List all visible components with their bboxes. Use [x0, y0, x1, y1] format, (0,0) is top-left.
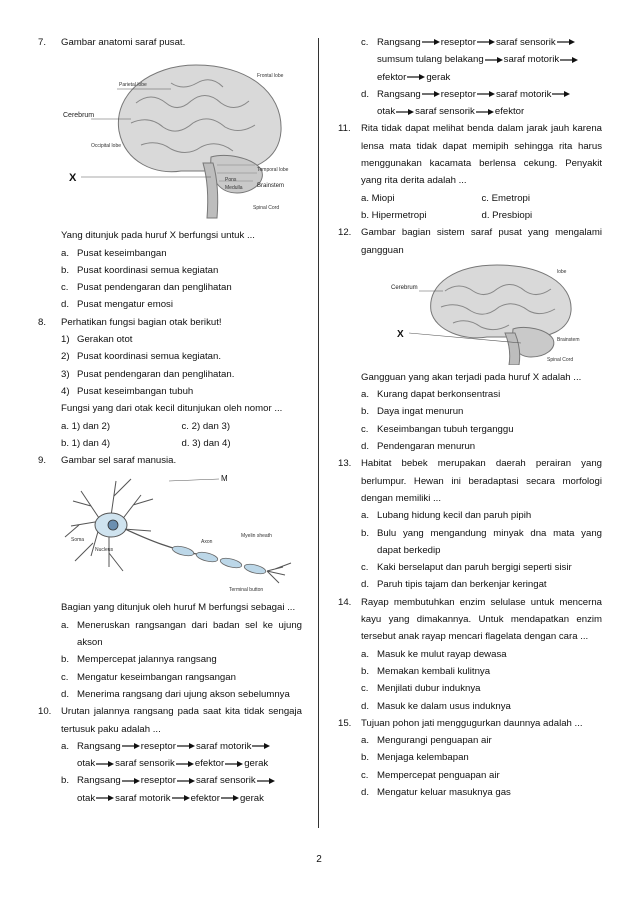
label-nucleus: Nucleus	[95, 547, 114, 554]
arrow-icon	[257, 777, 275, 785]
arrow-icon	[422, 90, 440, 98]
question-7	[38, 34, 302, 314]
question-10-continued: c. Rangsang reseptor saraf sensorik sumsum tulang belakang saraf motorik efektor gerak d. Rangsang reseptor saraf motorik otak saraf sensorik efektor	[338, 34, 602, 120]
label-frontal: Frontal lobe	[257, 73, 284, 80]
option-text: Memakan kembali kulitnya	[377, 665, 491, 677]
option-text: Pusat keseimbangan	[77, 247, 167, 259]
item-text: Pusat koordinasi semua kegiatan.	[77, 351, 221, 363]
label-spinal-cord: Spinal Cord	[253, 205, 280, 212]
label-brainstem: Brainstem	[257, 183, 285, 190]
question-14	[338, 594, 602, 715]
question-9	[38, 452, 302, 703]
option-text: Masuk ke dalam usus induknya	[377, 700, 511, 712]
label-x: X	[397, 328, 404, 340]
option-text: Pusat koordinasi semua kegiatan	[77, 264, 219, 276]
option-letter: c.	[361, 423, 369, 435]
arrow-icon	[122, 777, 140, 785]
option-letter: b.	[61, 654, 70, 666]
arrow-icon	[177, 777, 195, 785]
option-letter: d.	[361, 579, 370, 591]
question-text: Gambar bagian sistem saraf pusat yang mengalami gangguan	[361, 227, 602, 256]
arrow-icon	[407, 73, 425, 81]
option-text: Pendengaran menurun	[377, 441, 476, 453]
label-cerebrum: Cerebrum	[63, 112, 95, 120]
label-axon: Axon	[201, 539, 213, 546]
question-number: 10.	[38, 706, 52, 718]
neuron-figure	[61, 471, 302, 595]
option-text: Pusat pendengaran dan penglihatan	[77, 282, 232, 294]
option-letter: a.	[361, 735, 370, 747]
item-number: 3)	[61, 368, 70, 380]
question-text: Rita tidak dapat melihat benda dalam jarak jauh karena lensa mata tidak dapat memipih sehingga rita harus menggunakan kacamata berlensa cekung. Penyakit yang rita derita adalah ...	[361, 123, 602, 187]
arrow-icon	[476, 108, 494, 116]
option-letter: b.	[361, 665, 370, 677]
option-a: a. 1) dan 2)	[61, 420, 111, 432]
arrow-icon	[557, 38, 575, 46]
option-b: b. Hipermetropi	[361, 209, 427, 221]
brain-figure	[361, 261, 602, 365]
question-8	[38, 314, 302, 452]
label-myelin: Myelin sheath	[241, 533, 272, 540]
option-a: a. Rangsang reseptor saraf motorik	[61, 738, 302, 755]
label-m: M	[221, 474, 228, 484]
question-number: 11.	[338, 123, 351, 135]
option-text: Pusat mengatur emosi	[77, 299, 173, 311]
label-occipital: Occipital lobe	[91, 143, 122, 150]
question-text: Perhatikan fungsi bagian otak berikut!	[61, 316, 222, 328]
question-10: 10. Urutan jalannya rangsang pada saat kita tidak sengaja tertusuk paku adalah ... a. Rangsang reseptor saraf motorik otak saraf sensorik efektor gerak b. Rangsang reseptor saraf sensorik otak saraf motorik efektor gerak	[38, 703, 302, 807]
option-letter: d.	[361, 700, 370, 712]
question-text: Gambar sel saraf manusia.	[61, 455, 177, 467]
brain-figure	[61, 53, 302, 223]
question-prompt: Yang ditunjuk pada huruf X berfungsi untuk ...	[61, 230, 255, 242]
option-text: Meneruskan rangsangan dari badan sel ke ujung akson	[77, 619, 302, 649]
label-terminal: Terminal button	[229, 587, 264, 594]
option-letter: c.	[61, 282, 69, 294]
arrow-icon	[172, 794, 190, 802]
option-letter: a.	[61, 740, 70, 752]
option-c: c. Emetropi	[481, 192, 531, 204]
option-letter: d.	[61, 688, 70, 700]
svg-text:lobe: lobe	[557, 268, 567, 275]
item-text: Pusat pendengaran dan penglihatan.	[77, 368, 235, 380]
question-11	[338, 120, 602, 224]
label-parietal: Parietal lobe	[119, 82, 147, 89]
item-text: Gerakan otot	[77, 334, 133, 346]
option-b: b. Rangsang reseptor saraf sensorik	[61, 772, 302, 789]
option-letter: d.	[361, 441, 370, 453]
arrow-icon	[96, 794, 114, 802]
item-number: 2)	[61, 351, 70, 363]
option-letter: c.	[61, 671, 69, 683]
question-number: 13.	[338, 458, 352, 470]
option-b: b. 1) dan 4)	[61, 437, 111, 449]
question-13	[338, 455, 602, 593]
arrow-icon	[560, 56, 578, 64]
option-text: Menerima rangsang dari ujung akson sebelumnya	[77, 688, 290, 700]
option-c: c. Rangsang reseptor saraf sensorik	[361, 34, 602, 51]
option-a: a. Miopi	[361, 192, 395, 204]
option-text: Mengurangi penguapan air	[377, 735, 492, 747]
option-text: Bulu yang mengandung minyak dna mata yang dapat berkedip	[377, 527, 602, 556]
question-number: 9.	[38, 455, 47, 467]
label-temporal: Temporal lobe	[257, 167, 289, 174]
label-spinal-cord: Spinal Cord	[547, 356, 574, 363]
question-text: Tujuan pohon jati menggugurkan daunnya adalah ...	[361, 717, 583, 729]
item-number: 4)	[61, 385, 70, 397]
question-text: Habitat bebek merupakan daerah perairan yang berlumpur. Hewan ini beradaptasi secara morfologi dengan memiliki ...	[361, 458, 602, 504]
arrow-icon	[177, 742, 195, 750]
question-prompt: Gangguan yang akan terjadi pada huruf X adalah ...	[361, 371, 582, 383]
arrow-icon	[422, 38, 440, 46]
question-prompt: Bagian yang ditunjuk oleh huruf M berfungsi sebagai ...	[61, 602, 296, 614]
option-letter: b.	[61, 775, 70, 787]
arrow-icon	[485, 56, 503, 64]
question-text: Rayap membutuhkan enzim selulase untuk mencerna kayu yang dimakannya. Untuk mendapatkan enzim tersebut anak rayap mencari flagelata dengan cara ...	[361, 596, 602, 643]
arrow-icon	[252, 742, 270, 750]
question-text: Urutan jalannya rangsang pada saat kita tidak sengaja tertusuk paku adalah ...	[61, 706, 302, 735]
option-d: d. Presbiopi	[481, 209, 533, 221]
item-number: 1)	[61, 334, 70, 346]
option-letter: b.	[61, 264, 70, 276]
item-text: Pusat keseimbangan tubuh	[77, 385, 194, 397]
option-letter: a.	[61, 247, 70, 259]
option-letter: a.	[61, 619, 70, 631]
question-number: 7.	[38, 37, 47, 48]
option-text: Menjilati dubur induknya	[377, 683, 481, 695]
option-text: Mempercepat jalannya rangsang	[77, 654, 217, 666]
column-divider	[318, 38, 319, 828]
arrow-icon	[552, 90, 570, 98]
question-number: 14.	[338, 596, 352, 608]
option-text: Mempercepat penguapan air	[377, 769, 500, 781]
arrow-icon	[96, 760, 114, 768]
question-number: 15.	[338, 717, 352, 729]
question-12	[338, 224, 602, 455]
option-text: Daya ingat menurun	[377, 406, 464, 418]
option-letter: b.	[361, 752, 370, 764]
right-column	[338, 34, 602, 801]
option-text: Menjaga kelembapan	[377, 752, 469, 764]
option-letter: b.	[361, 406, 370, 418]
option-letter: d.	[361, 786, 370, 798]
option-letter: a.	[361, 510, 370, 522]
option-text: Masuk ke mulut rayap dewasa	[377, 648, 507, 660]
option-letter: b.	[361, 527, 370, 539]
question-number: 8.	[38, 316, 47, 328]
arrow-icon	[477, 90, 495, 98]
label-soma: Soma	[71, 537, 85, 544]
label-x: X	[69, 172, 77, 185]
page-number: 2	[316, 854, 322, 865]
brain-illustration	[361, 261, 601, 365]
brain-illustration	[61, 53, 301, 223]
option-letter: c.	[361, 769, 369, 781]
option-letter: d.	[61, 299, 70, 311]
option-letter: c.	[361, 683, 369, 695]
label-brainstem: Brainstem	[557, 336, 580, 343]
question-prompt: Fungsi yang dari otak kecil ditunjukan oleh nomor ...	[61, 403, 283, 415]
neuron-illustration	[61, 471, 301, 595]
question-text: Gambar anatomi saraf pusat.	[61, 37, 186, 48]
option-text: Keseimbangan tubuh terganggu	[377, 423, 514, 435]
option-text: Kaki berselaput dan paruh bergigi seperti sisir	[377, 562, 572, 574]
label-pons: Pons	[225, 177, 237, 184]
option-letter: a.	[361, 389, 370, 401]
left-column	[38, 34, 302, 807]
arrow-icon	[477, 38, 495, 46]
option-letter: c.	[361, 562, 369, 574]
option-letter: d.	[361, 88, 370, 100]
arrow-icon	[176, 760, 194, 768]
question-15	[338, 715, 602, 801]
arrow-icon	[225, 760, 243, 768]
arrow-icon	[396, 108, 414, 116]
option-text: Mengatur keseimbangan rangsangan	[77, 671, 236, 683]
arrow-icon	[122, 742, 140, 750]
label-medulla: Medulla	[225, 185, 243, 192]
option-text: Paruh tipis tajam dan berkenjar keringat	[377, 579, 547, 591]
option-letter: a.	[361, 648, 370, 660]
question-number: 12.	[338, 227, 352, 239]
label-cerebrum: Cerebrum	[391, 284, 418, 291]
option-c: c. 2) dan 3)	[181, 420, 231, 432]
arrow-icon	[221, 794, 239, 802]
option-text: Mengatur keluar masuknya gas	[377, 786, 511, 798]
option-d: d. 3) dan 4)	[181, 437, 231, 449]
option-letter: c.	[361, 37, 369, 48]
option-d: d. Rangsang reseptor saraf motorik	[361, 86, 602, 103]
option-text: Kurang dapat berkonsentrasi	[377, 389, 501, 401]
option-text: Lubang hidung kecil dan paruh pipih	[377, 510, 532, 522]
